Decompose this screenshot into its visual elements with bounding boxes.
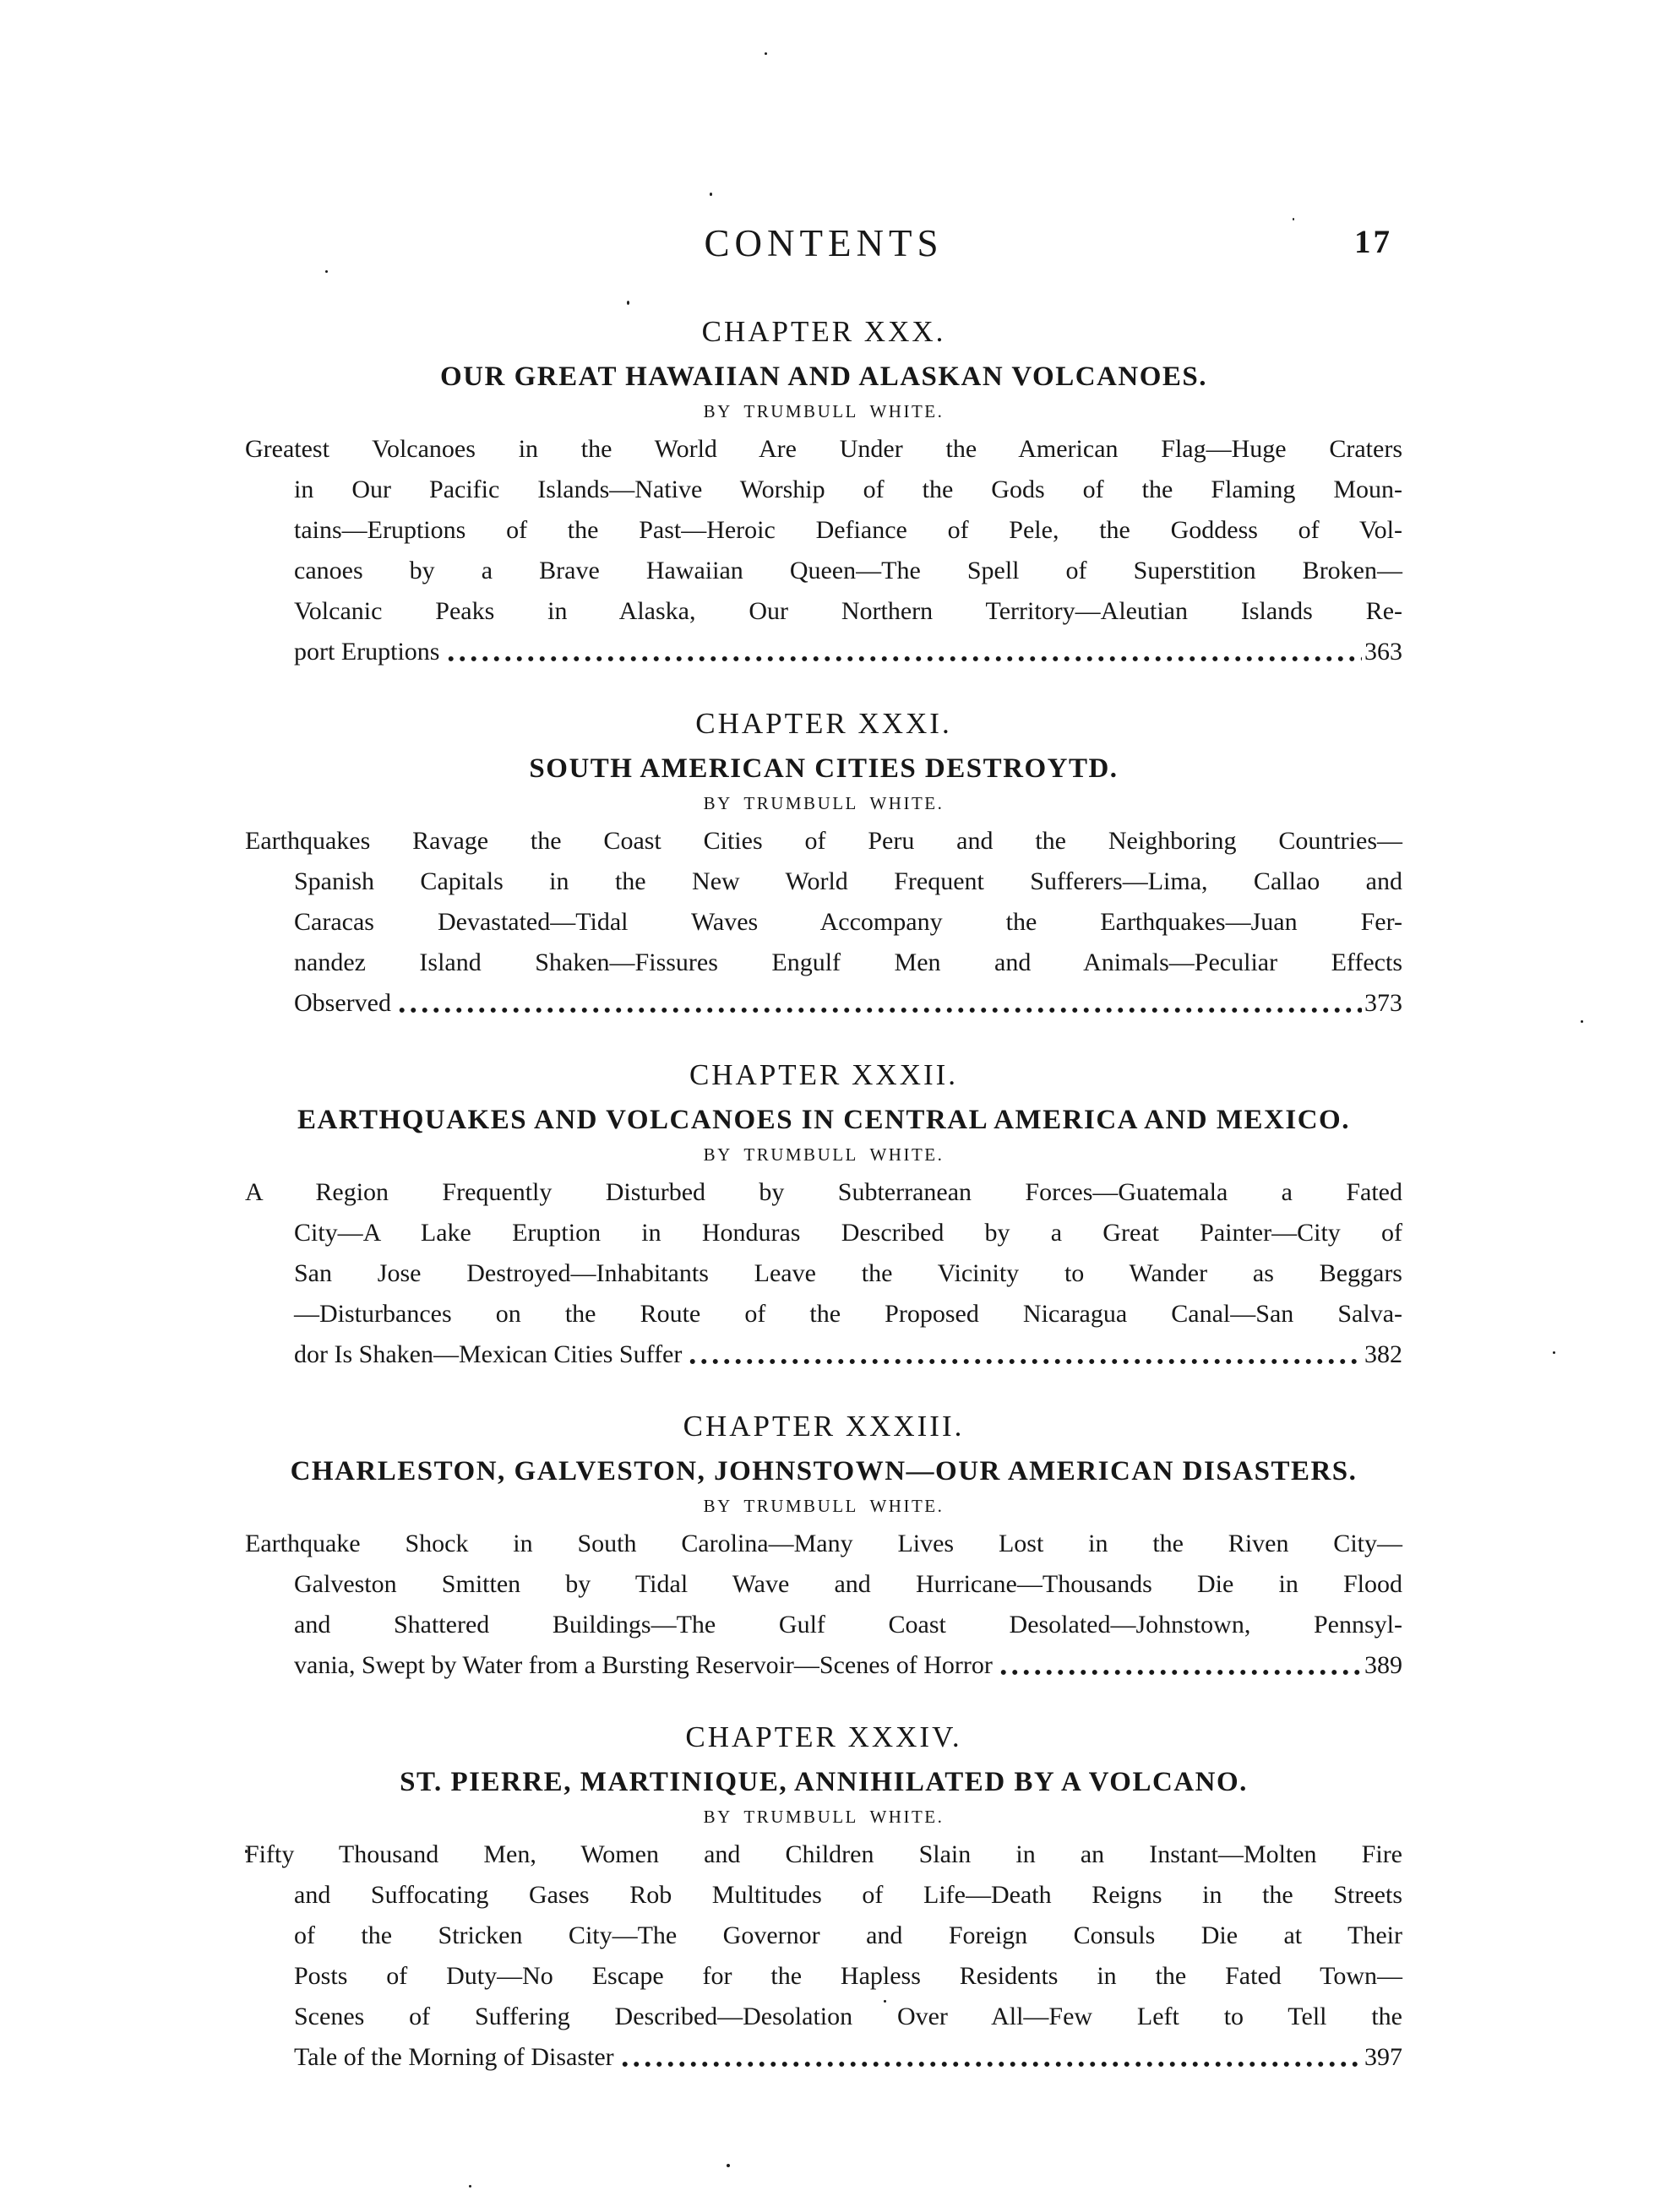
dot-leader [687,1334,1362,1375]
summary-line: of the Stricken City—The Governor and Foreign Consuls Die at Their [294,1921,1402,1949]
chapter-title: EARTHQUAKES AND VOLCANOES IN CENTRAL AMERICA AND MEXICO. [297,1105,1350,1135]
summary-line: canoes by a Brave Hawaiian Queen—The Spell of Superstition Broken— [294,557,1402,584]
dot-leader [998,1645,1362,1686]
summary-leader-line [245,2037,1402,2078]
summary-line: —Disturbances on the Route of the Proposed Nicaragua Canal—San Salva- [294,1300,1402,1328]
chapter-title: OUR GREAT HAWAIIAN AND ALASKAN VOLCANOES. [440,361,1207,392]
summary-line: Earthquake Shock in South Carolina—Many Lives Lost in the Riven City— [245,1530,1402,1557]
summary-leader-line [245,983,1402,1024]
page-reference: 373 [1364,989,1402,1017]
speckle-dot [727,2164,730,2167]
summary-leader-line [245,1334,1402,1375]
summary-line: tains—Eruptions of the Past—Heroic Defiance of Pele, the Goddess of Vol- [294,516,1402,544]
toc-chapter [245,706,1402,1024]
page-reference: 382 [1364,1340,1402,1368]
chapter-heading: CHAPTER XXXIII. [683,1410,965,1443]
chapter-byline: BY TRUMBULL WHITE. [703,1807,945,1827]
page-reference: 397 [1364,2043,1402,2071]
summary-line-text: Tale of the Morning of Disaster [294,2043,614,2071]
toc-chapter [245,1409,1402,1686]
summary-line: Caracas Devastated—Tidal Waves Accompany the Earthquakes—Juan Fer- [294,908,1402,936]
summary-line: Greatest Volcanoes in the World Are Under the American Flag—Huge Craters [245,435,1402,463]
page-reference: 363 [1364,638,1402,666]
chapter-heading: CHAPTER XXXI. [695,707,952,740]
summary-line-text: port Eruptions [294,638,440,666]
dot-leader [445,632,1363,672]
contents-title: CONTENTS [704,222,944,264]
chapter-title: SOUTH AMERICAN CITIES DESTROYTD. [529,753,1119,784]
summary-line: Galveston Smitten by Tidal Wave and Hurricane—Thousands Die in Flood [294,1570,1402,1598]
toc-chapter [245,1720,1402,2078]
summary-line-text: vania, Swept by Water from a Bursting Reservoir—Scenes of Horror [294,1651,993,1679]
toc-chapter [245,314,1402,672]
summary-leader-line [245,1645,1402,1686]
summary-line: in Our Pacific Islands—Native Worship of the Gods of the Flaming Moun- [294,476,1402,503]
chapter-title: ST. PIERRE, MARTINIQUE, ANNIHILATED BY A VOLCANO. [400,1767,1248,1797]
summary-line-text: Observed [294,989,391,1017]
chapters [245,314,1402,2078]
chapter-summary [245,1834,1402,2078]
chapter-heading: CHAPTER XXX. [701,315,946,348]
summary-line: nandez Island Shaken—Fissures Engulf Men and Animals—Peculiar Effects [294,948,1402,976]
chapter-title: CHARLESTON, GALVESTON, JOHNSTOWN—OUR AMERICAN DISASTERS. [290,1456,1358,1486]
speckle-dot [469,2185,471,2188]
summary-line: A Region Frequently Disturbed by Subterranean Forces—Guatemala a Fated [245,1178,1402,1206]
summary-line: City—A Lake Eruption in Honduras Described by a Great Painter—City of [294,1219,1402,1247]
page-number: 17 [1354,224,1392,260]
chapter-byline: BY TRUMBULL WHITE. [703,1496,945,1516]
summary-leader-line [245,632,1402,672]
chapter-heading: CHAPTER XXXIV. [685,1720,962,1753]
chapter-byline: BY TRUMBULL WHITE. [703,1144,945,1165]
summary-line: Volcanic Peaks in Alaska, Our Northern Territory—Aleutian Islands Re- [294,597,1402,625]
summary-line: Earthquakes Ravage the Coast Cities of Peru and the Neighboring Countries— [245,827,1402,855]
chapter-summary [245,821,1402,1024]
chapter-summary [245,429,1402,672]
toc-chapter [245,1057,1402,1375]
page-header [245,221,1402,269]
summary-line-text: dor Is Shaken—Mexican Cities Suffer [294,1340,683,1368]
summary-line: and Suffocating Gases Rob Multitudes of Life—Death Reigns in the Streets [294,1881,1402,1909]
page-reference: 389 [1364,1651,1402,1679]
text-block [245,0,1402,2078]
dot-leader [619,2037,1362,2078]
speckle-dot [1581,1020,1583,1023]
summary-line: San Jose Destroyed—Inhabitants Leave the Vicinity to Wander as Beggars [294,1259,1402,1287]
summary-line: and Shattered Buildings—The Gulf Coast Desolated—Johnstown, Pennsyl- [294,1611,1402,1639]
summary-line: Fifty Thousand Men, Women and Children Slain in an Instant—Molten Fire [245,1840,1402,1868]
summary-line: Scenes of Suffering Described—Desolation Over All—Few Left to Tell the [294,2003,1402,2030]
dot-leader [396,983,1362,1024]
chapter-byline: BY TRUMBULL WHITE. [703,401,945,421]
speckle-dot [1553,1351,1555,1354]
chapter-summary [245,1172,1402,1375]
chapter-heading: CHAPTER XXXII. [689,1058,959,1091]
chapter-byline: BY TRUMBULL WHITE. [703,793,945,813]
chapter-summary [245,1524,1402,1686]
summary-line: Posts of Duty—No Escape for the Hapless Residents in the Fated Town— [294,1962,1402,1990]
summary-line: Spanish Capitals in the New World Frequent Sufferers—Lima, Callao and [294,867,1402,895]
